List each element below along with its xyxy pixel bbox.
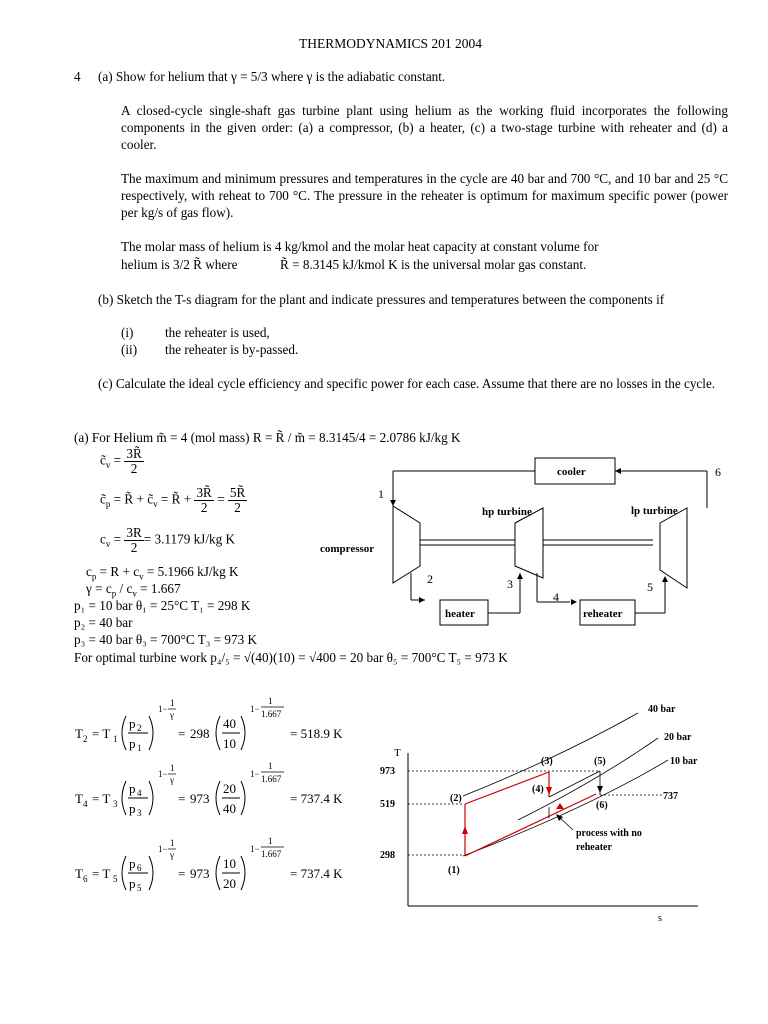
gamma-val: = 1.667	[140, 581, 181, 596]
svg-text:1: 1	[113, 734, 118, 744]
plant-pt-4: 4	[553, 590, 559, 604]
question-part-b-ii: the reheater is by-passed.	[165, 342, 299, 357]
cp-num1: 3R̃	[196, 485, 212, 500]
solution-line-1: (a) For Helium m̃ = 4 (mol mass) R = R̃ / m̃ = 8.3145/4 = 2.0786 kJ/kg K	[74, 430, 461, 445]
svg-text:1−: 1−	[158, 769, 168, 779]
t-tick-298: 298	[380, 850, 395, 861]
t2-result: = 518.9 K	[290, 726, 343, 741]
reheater-label: reheater	[583, 608, 623, 620]
note-line-1: process with no	[576, 828, 642, 839]
isobar-10-label: 10 bar	[670, 756, 698, 767]
svg-text:p: p	[129, 781, 136, 796]
gamma-eq: $\gamma = c_p / c_v = 1.667$	[86, 581, 181, 599]
t-tick-737: 737	[663, 791, 678, 802]
heater-label: heater	[445, 608, 475, 620]
svg-text:6: 6	[83, 874, 88, 884]
cp-specific-eq: $c_p = R + c_v = 5.1966$ kJ/kg K	[86, 564, 239, 582]
t6-equation	[75, 836, 343, 893]
question-part-b-ii-num: (ii)	[121, 342, 138, 357]
svg-text:= T: = T	[92, 726, 111, 741]
p3-line: p₃ = 40 bar θ₃ = 700°C T₃ = 973 K	[74, 632, 257, 647]
plant-diagram	[315, 448, 735, 638]
state-4: (4)	[532, 784, 544, 795]
compressor-label: compressor	[320, 543, 375, 555]
svg-text:γ: γ	[170, 850, 174, 860]
svg-text:γ: γ	[170, 775, 174, 785]
t4-num: 20	[223, 781, 236, 796]
question-number: 4	[74, 69, 81, 84]
svg-text:1: 1	[170, 763, 175, 773]
svg-text:p: p	[129, 716, 136, 731]
plant-pt-5: 5	[647, 580, 653, 594]
plant-pt-6: 6	[715, 465, 721, 479]
cpk-text: = R + c	[99, 564, 140, 579]
question-para-2: The maximum and minimum pressures and temperatures in the cycle are 40 bar and 700 °C, and 10 bar and 25 °C respectively, with reheat to 700 °C. The pressure in the reheater is optimum for maximum specific power (power per kg/s of gas flow).	[121, 171, 728, 220]
t4-result: = 737.4 K	[290, 791, 343, 806]
question-part-b-i-num: (i)	[121, 325, 134, 340]
t2-exp-num: 1	[268, 696, 273, 706]
t2-coef: 298	[190, 726, 210, 741]
question-part-b: (b) Sketch the T-s diagram for the plant and indicate pressures and temperatures between the components if	[98, 292, 665, 307]
state-6: (6)	[596, 800, 608, 811]
question-part-c: (c) Calculate the ideal cycle efficiency and specific power for each case. Assume that there are no losses in the cycle.	[98, 376, 716, 391]
isobar-40-label: 40 bar	[648, 704, 676, 715]
svg-text:3: 3	[137, 808, 142, 818]
t-tick-973: 973	[380, 766, 395, 777]
cp-lhs: = R̃ + c̃	[113, 491, 154, 507]
svg-text:γ: γ	[170, 710, 174, 720]
t6-exp-num: 1	[268, 836, 273, 846]
cp-den1: 2	[200, 500, 208, 515]
cvk-den: 2	[130, 540, 138, 555]
svg-text:T: T	[75, 791, 83, 806]
state-1: (1)	[448, 865, 460, 876]
svg-text:p: p	[129, 856, 136, 871]
cv-num: 3R̃	[126, 446, 142, 461]
cooler-label: cooler	[557, 466, 586, 478]
svg-text:=: =	[178, 726, 186, 741]
svg-text:1−: 1−	[250, 844, 260, 854]
svg-text:2: 2	[83, 734, 88, 744]
ts-diagram	[368, 698, 708, 928]
cp-den2: 2	[234, 500, 241, 515]
t4-exp-num: 1	[268, 761, 273, 771]
svg-text:p: p	[129, 801, 136, 816]
svg-text:4: 4	[83, 799, 88, 809]
svg-text:5: 5	[137, 883, 142, 893]
svg-text:=: =	[178, 866, 186, 881]
axis-s-label: s	[658, 913, 662, 924]
question-para-3b: helium is 3/2 R̃ where	[121, 257, 238, 272]
state-5: (5)	[594, 756, 606, 767]
svg-text:=: =	[178, 791, 186, 806]
t4-coef: 973	[190, 791, 210, 806]
svg-text:= T: = T	[92, 866, 111, 881]
svg-text:6: 6	[137, 863, 142, 873]
page-title: THERMODYNAMICS 201 2004	[299, 36, 483, 51]
question-para-1: A closed-cycle single-shaft gas turbine plant using helium as the working fluid incorporates the following components in the given order: (a) a compressor, (b) a heater, (c) a two-stage turbine with reheater and (d) a cooler.	[121, 103, 728, 152]
cpk-val: = 5.1966 kJ/kg K	[146, 564, 239, 579]
plant-pt-1: 1	[378, 487, 384, 501]
question-para-3: The molar mass of helium is 4 kg/kmol and the molar heat capacity at constant volume for	[121, 239, 599, 254]
note-line-2: reheater	[576, 842, 612, 853]
lp-turbine-label: lp turbine	[631, 505, 678, 517]
t4-den: 40	[223, 801, 236, 816]
cp-num2: 5R̃	[229, 485, 246, 500]
t4-equation	[75, 761, 343, 818]
t2-exp-den: 1.667	[261, 709, 282, 719]
t6-den: 20	[223, 876, 236, 891]
t6-num: 10	[223, 856, 236, 871]
cv-den: 2	[130, 461, 138, 476]
svg-text:5: 5	[113, 874, 118, 884]
svg-text:3: 3	[113, 799, 118, 809]
svg-text:4: 4	[137, 788, 142, 798]
svg-text:= T: = T	[92, 791, 111, 806]
cv-symbol: c̃	[100, 452, 106, 468]
axis-t-label: T	[394, 747, 401, 759]
t4-exp-den: 1.667	[261, 774, 282, 784]
svg-text:p: p	[129, 876, 136, 891]
cvk-num: 3R	[126, 525, 142, 540]
t2-num: 40	[223, 716, 236, 731]
svg-text:1: 1	[170, 698, 175, 708]
hp-turbine-label: hp turbine	[482, 506, 532, 518]
t-tick-519: 519	[380, 799, 395, 810]
svg-text:p: p	[129, 736, 136, 751]
svg-text:1−: 1−	[250, 769, 260, 779]
optimal-line: For optimal turbine work p₄/₅ = √(40)(10) = √400 = 20 bar θ₅ = 700°C T₅ = 973 K	[74, 650, 508, 665]
cp-mid: = R̃ +	[160, 491, 192, 507]
t2-den: 10	[223, 736, 236, 751]
t6-exp-den: 1.667	[261, 849, 282, 859]
plant-pt-3: 3	[507, 577, 513, 591]
state-3: (3)	[541, 756, 553, 767]
p1-line: p₁ = 10 bar θ₁ = 25°C T₁ = 298 K	[74, 598, 251, 613]
t6-coef: 973	[190, 866, 210, 881]
svg-text:1−: 1−	[158, 704, 168, 714]
svg-text:1: 1	[170, 838, 175, 848]
svg-text:T: T	[75, 726, 83, 741]
svg-text:T: T	[75, 866, 83, 881]
cp-molar-eq: $c̃_p$ = R̃ + $c̃_v$ = R̃ + $\frac{3R̃}{2}$ = $\frac{5R̃}{2}$	[100, 485, 246, 515]
svg-text:1−: 1−	[250, 704, 260, 714]
t2-equation	[75, 696, 343, 753]
gamma-text: γ = c	[86, 581, 112, 596]
cv-molar-eq: $c̃_v$ = $\frac{3R̃}{2}$	[100, 446, 142, 476]
cv-specific-eq: $c_v$ = $\frac{3R}{2}$ = 3.1179 kJ/kg K	[100, 525, 235, 555]
p2-line: p₂ = 40 bar	[74, 615, 133, 630]
isobar-20-label: 20 bar	[664, 732, 692, 743]
question-para-3c: R̃ = 8.3145 kJ/kmol K is the universal molar gas constant.	[280, 257, 587, 272]
cvk-val: = 3.1179 kJ/kg K	[143, 531, 235, 547]
question-part-a: (a) Show for helium that γ = 5/3 where γ is the adiabatic constant.	[98, 69, 446, 84]
svg-text:1: 1	[137, 743, 142, 753]
svg-text:1−: 1−	[158, 844, 168, 854]
state-2: (2)	[450, 793, 462, 804]
question-part-b-i: the reheater is used,	[165, 325, 270, 340]
t6-result: = 737.4 K	[290, 866, 343, 881]
svg-text:2: 2	[137, 723, 142, 733]
plant-pt-2: 2	[427, 572, 433, 586]
